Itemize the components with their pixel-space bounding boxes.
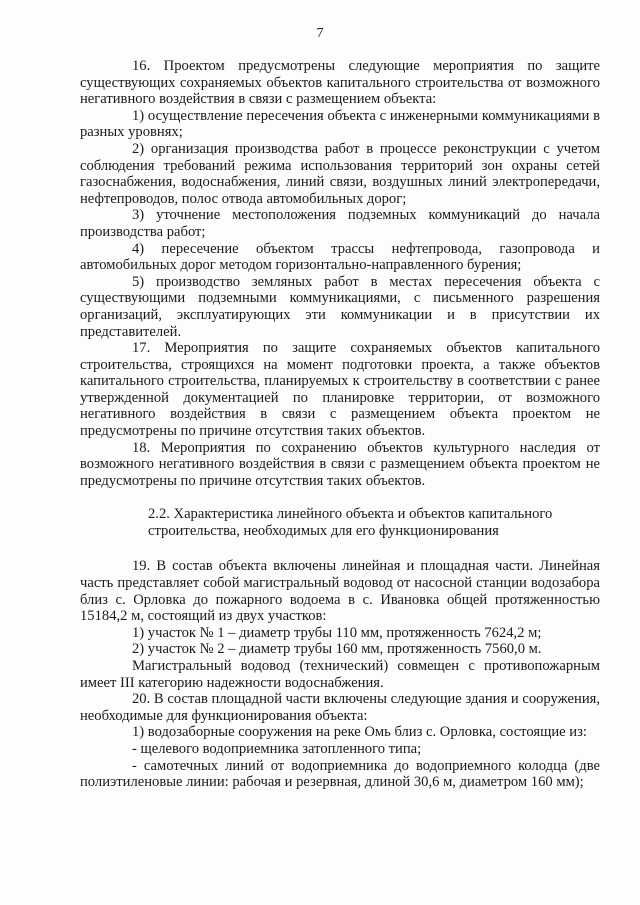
facility-item-1: 1) водозаборные сооружения на реке Омь близ с. Орловка, состоящие из: <box>132 724 587 741</box>
facility-subitem-1: - щелевого водоприемника затопленного типа; <box>132 740 422 757</box>
list-item-4: 4) пересечение объектом трассы нефтепровода, газопровода и автомобильных дорог методом горизонтально-направленного бурения; <box>80 240 600 274</box>
section-heading-line1: 2.2. Характеристика линейного объекта и объектов капитального <box>148 506 553 523</box>
section-item-2: 2) участок № 2 – диаметр трубы 160 мм, протяженность 7560,0 м. <box>132 641 542 658</box>
document-body <box>80 58 600 791</box>
section-item-1: 1) участок № 1 – диаметр трубы 110 мм, протяженность 7624,2 м; <box>132 624 542 641</box>
paragraph-17: 17. Мероприятия по защите сохраняемых объектов капитального строительства, строящихся на момент подготовки проекта, а также объектов капитального строительства, планируемых к строительству в соответствии с ранее утвержденной документацией по планировке территории, от возможного негативного воздействия в связи с размещением объекта проектом не предусмотрены по причине отсутствия таких объектов. <box>80 340 600 440</box>
section-heading <box>80 506 600 540</box>
paragraph-20: 20. В состав площадной части включены следующие здания и сооружения, необходимые для функционирования объекта: <box>80 691 600 724</box>
list-item-3: 3) уточнение местоположения подземных коммуникаций до начала производства работ; <box>80 207 600 240</box>
water-main-note: Магистральный водовод (технический) совмещен с противопожарным имеет III категорию надежности водоснабжения. <box>80 658 600 691</box>
paragraph-16: 16. Проектом предусмотрены следующие мероприятия по защите существующих сохраняемых объектов капитального строительства от возможного негативного воздействия в связи с размещением объекта: <box>80 58 600 108</box>
list-item-1: 1) осуществление пересечения объекта с инженерными коммуникациями в разных уровнях; <box>80 107 600 141</box>
paragraph-18: 18. Мероприятия по сохранению объектов культурного наследия от возможного негативного воздействия в связи с размещением объекта проектом не предусмотрены по причине отсутствия таких объектов. <box>80 439 600 489</box>
section-heading-line2: строительства, необходимых для его функционирования <box>148 523 499 540</box>
facility-subitem-2: - самотечных линий от водоприемника до водоприемного колодца (две полиэтиленовые линии: рабочая и резервная, длиной 30,6 м, диаметром 160 мм); <box>80 757 600 791</box>
list-item-5: 5) производство земляных работ в местах пересечения объекта с существующими подземными коммуникациями, с письменного разрешения организаций, эксплуатирующих эти коммуникации и в присутствии их представителей. <box>80 273 600 340</box>
page-number: 7 <box>316 26 324 41</box>
paragraph-19: 19. В состав объекта включены линейная и площадная части. Линейная часть представляет собой магистральный водовод от насосной станции водозабора близ с. Орловка до пожарного водоема в с. Ивановка общей протяженностью 15184,2 м, состоящий из двух участков: <box>80 558 600 625</box>
list-item-2: 2) организация производства работ в процессе реконструкции с учетом соблюдения требований режима использования территорий зон охраны сетей газоснабжения, водоснабжения, линий связи, воздушных линий электропередачи, нефтепроводов, полос отвода автомобильных дорог; <box>80 140 600 207</box>
